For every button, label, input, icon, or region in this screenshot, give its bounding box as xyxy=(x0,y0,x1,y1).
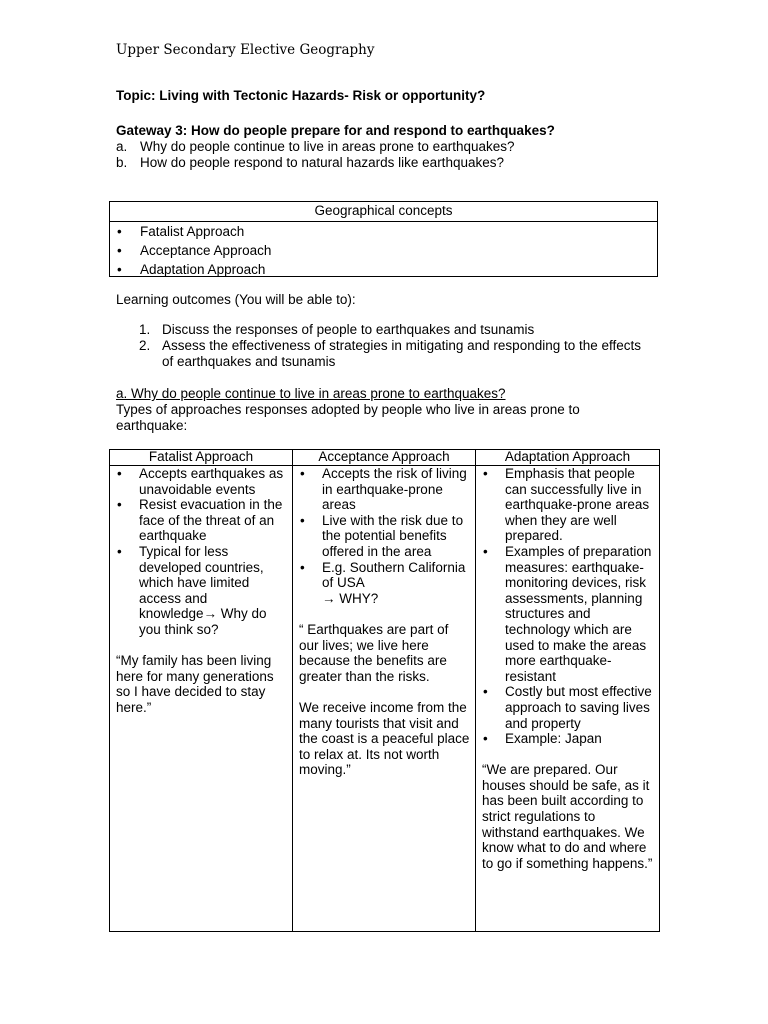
fatalist-bullets xyxy=(116,466,287,638)
question-letter: b. xyxy=(116,155,128,170)
gateway-title: Gateway 3: How do people prepare for and respond to earthquakes? xyxy=(116,123,555,138)
acceptance-bullets xyxy=(299,466,470,591)
acceptance-why: → WHY? xyxy=(322,590,379,606)
concept-item: • Fatalist Approach xyxy=(110,222,657,241)
outcome-item xyxy=(116,338,646,370)
list-item: • Live with the risk due to the potential benefits offered in the area xyxy=(299,513,470,560)
list-item: • E.g. Southern California of USA xyxy=(299,560,470,591)
concepts-list xyxy=(110,222,657,279)
acceptance-quote-2: We receive income from the many tourists that visit and the coast is a peaceful place to relax at. Its not worth moving.” xyxy=(299,699,470,778)
page-header: Upper Secondary Elective Geography xyxy=(116,42,375,58)
list-item: • Accepts the risk of living in earthquake-prone areas xyxy=(299,466,470,513)
question-text: Why do people continue to live in areas prone to earthquakes? xyxy=(140,139,515,154)
adaptation-cell xyxy=(476,466,660,932)
list-item: • Typical for less developed countries, which have limited access and knowledge→ Why do you think so? xyxy=(116,544,287,638)
concept-item: • Adaptation Approach xyxy=(110,260,657,279)
learning-outcomes-title: Learning outcomes (You will be able to): xyxy=(116,292,356,307)
list-item: • Resist evacuation in the face of the threat of an earthquake xyxy=(116,497,287,544)
section-a-heading: a. Why do people continue to live in areas prone to earthquakes? xyxy=(116,386,506,401)
approaches-table xyxy=(109,449,660,932)
list-item: • Accepts earthquakes as unavoidable events xyxy=(116,466,287,497)
list-item: • Emphasis that people can successfully live in earthquake-prone areas when they are well prepared. xyxy=(482,466,654,544)
header-fatalist: Fatalist Approach xyxy=(110,450,293,466)
outcome-item xyxy=(116,322,646,338)
learning-outcomes-list xyxy=(116,322,646,370)
concepts-caption: Geographical concepts xyxy=(110,202,657,222)
outcome-text: Discuss the responses of people to earthquakes and tsunamis xyxy=(162,322,535,337)
topic-title: Topic: Living with Tectonic Hazards- Risk or opportunity? xyxy=(116,88,486,103)
adaptation-quote: “We are prepared. Our houses should be safe, as it has been built according to strict regulations to withstand earthquakes. We know what to do and where to go if something happens.” xyxy=(482,762,653,871)
fatalist-cell xyxy=(110,466,293,932)
table-body-row xyxy=(110,466,660,932)
fatalist-quote: “My family has been living here for many generations so I have decided to stay here.” xyxy=(116,653,274,715)
table-header-row xyxy=(110,450,660,466)
gateway-question-b xyxy=(116,155,504,171)
gateway-question-a xyxy=(116,139,515,155)
geographical-concepts-box xyxy=(109,201,658,277)
header-acceptance: Acceptance Approach xyxy=(293,450,476,466)
acceptance-cell xyxy=(293,466,476,932)
outcome-text: Assess the effectiveness of strategies in mitigating and responding to the effects of earthquakes and tsunamis xyxy=(162,338,642,369)
list-item: • Costly but most effective approach to saving lives and property xyxy=(482,684,654,731)
section-a-intro: Types of approaches responses adopted by people who live in areas prone to earthquake: xyxy=(116,402,580,433)
header-adaptation: Adaptation Approach xyxy=(476,450,660,466)
question-letter: a. xyxy=(116,139,128,154)
outcome-number: 1. xyxy=(139,322,151,337)
concept-item: • Acceptance Approach xyxy=(110,241,657,260)
outcome-number: 2. xyxy=(139,338,151,353)
adaptation-bullets xyxy=(482,466,654,747)
question-text: How do people respond to natural hazards like earthquakes? xyxy=(140,155,504,170)
list-item: • Examples of preparation measures: earthquake-monitoring devices, risk assessments, planning structures and technology which are used to make the areas more earthquake-resistant xyxy=(482,544,654,684)
list-item: • Example: Japan xyxy=(482,731,654,747)
acceptance-quote-1: “ Earthquakes are part of our lives; we live here because the benefits are greater than the risks. xyxy=(299,621,449,684)
